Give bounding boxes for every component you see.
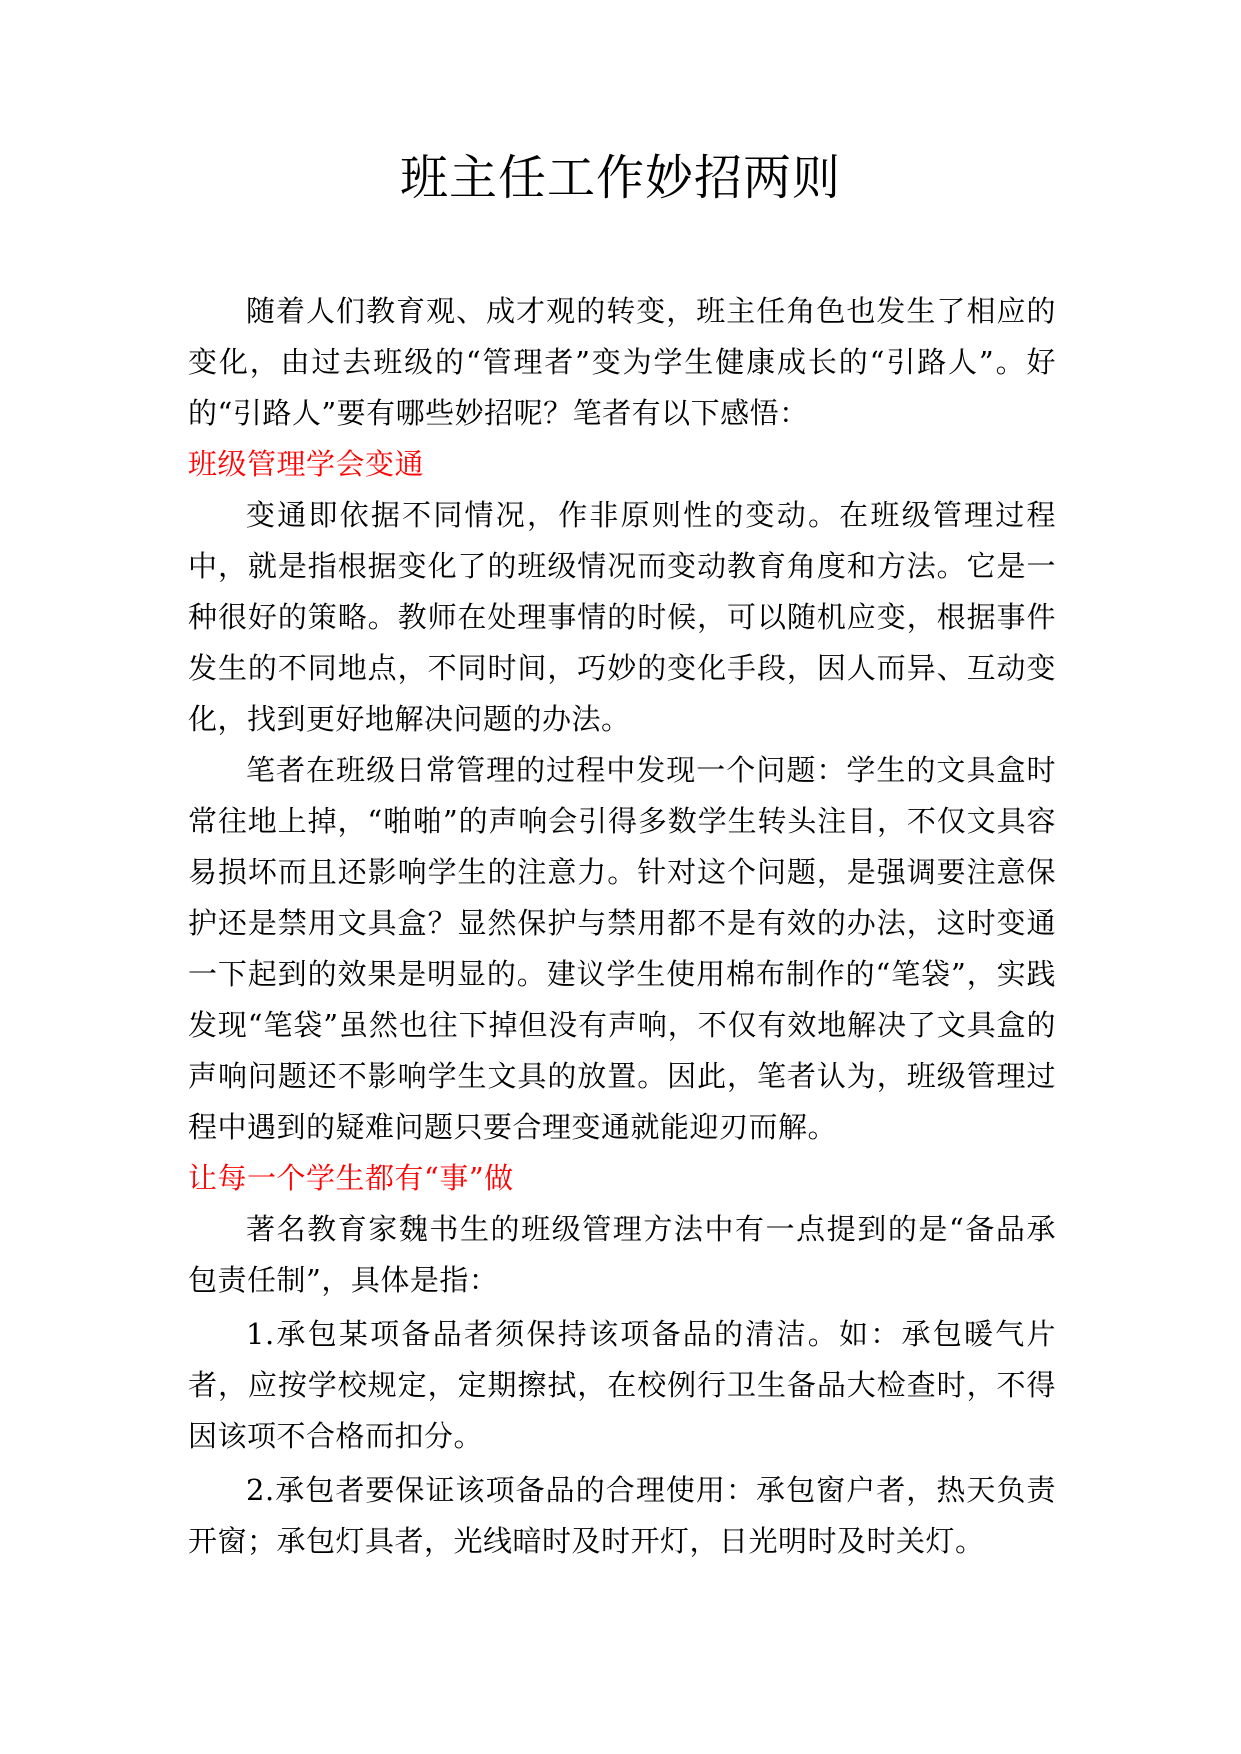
document-body [188,286,1056,1567]
section2-list-item-1: 1.承包某项备品者须保持该项备品的清洁。如：承包暖气片者，应按学校规定，定期擦拭，在校例行卫生备品大检查时，不得因该项不合格而扣分。 [188,1317,1056,1453]
section-heading-2: 让每一个学生都有“事”做 [188,1161,514,1195]
section1-paragraph-1: 变通即依据不同情况，作非原则性的变动。在班级管理过程中，就是指根据变化了的班级情况而变动教育角度和方法。它是一种很好的策略。教师在处理事情的时候，可以随机应变，根据事件发生的不同地点，不同时间，巧妙的变化手段，因人而异、互动变化，找到更好地解决问题的办法。 [188,498,1056,736]
section2-list-item-2: 2.承包者要保证该项备品的合理使用：承包窗户者，热天负责开窗；承包灯具者，光线暗时及时开灯，日光明时及时关灯。 [188,1473,1056,1558]
section1-paragraph-2: 笔者在班级日常管理的过程中发现一个问题：学生的文具盒时常往地上掉，“啪啪”的声响会引得多数学生转头注目，不仅文具容易损坏而且还影响学生的注意力。针对这个问题，是强调要注意保护还是禁用文具盒？显然保护与禁用都不是有效的办法，这时变通一下起到的效果是明显的。建议学生使用棉布制作的“笔袋”，实践发现“笔袋”虽然也往下掉但没有声响，不仅有效地解决了文具盒的声响问题还不影响学生文具的放置。因此，笔者认为，班级管理过程中遇到的疑难问题只要合理变通就能迎刃而解。 [188,753,1056,1144]
document-title: 班主任工作妙招两则 [399,150,841,206]
intro-paragraph: 随着人们教育观、成才观的转变，班主任角色也发生了相应的变化，由过去班级的“管理者”变为学生健康成长的“引路人”。好的“引路人”要有哪些妙招呢？笔者有以下感悟： [188,294,1056,430]
section-heading-1: 班级管理学会变通 [188,447,425,481]
section2-paragraph-1: 著名教育家魏书生的班级管理方法中有一点提到的是“备品承包责任制”，具体是指： [188,1212,1056,1297]
